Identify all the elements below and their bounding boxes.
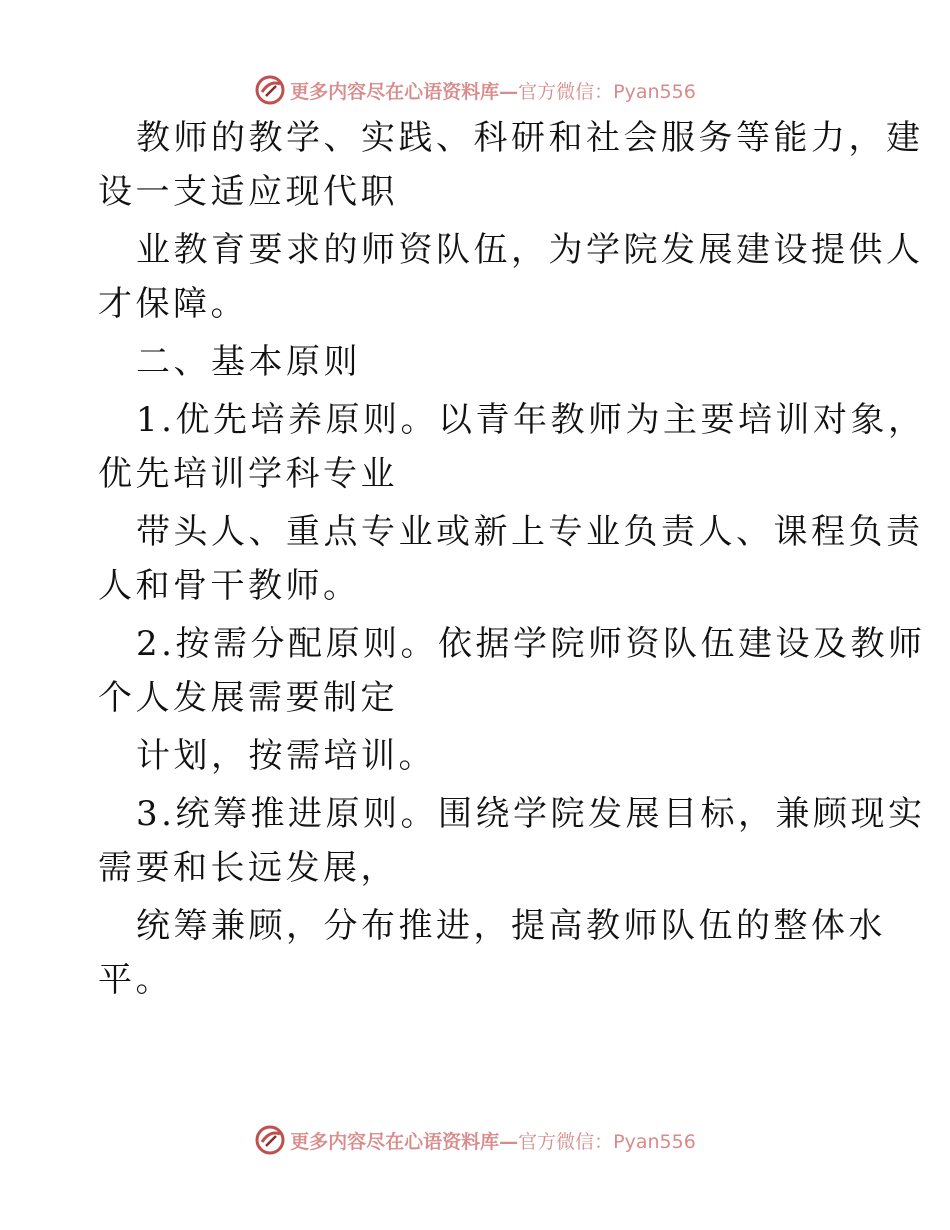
section-heading: 二、基本原则 xyxy=(136,342,361,382)
body-line-14: 需要和长远发展， xyxy=(98,848,398,888)
body-line-10: 2.按需分配原则。依据学院师资队伍建设及教师 xyxy=(136,624,926,664)
heart-pen-logo-icon xyxy=(254,1124,286,1156)
body-line-11: 个人发展需要制定 xyxy=(98,678,398,718)
body-line-8: 带头人、重点专业或新上专业负责人、课程负责 xyxy=(136,512,924,552)
header-banner-wechat: 官方微信：Pyan556 xyxy=(518,80,696,103)
body-line-4: 才保障。 xyxy=(98,284,248,324)
body-line-12: 计划，按需培训。 xyxy=(136,736,436,776)
footer-banner-text: 更多内容尽在心语资料库— xyxy=(290,1130,519,1153)
header-banner xyxy=(0,70,950,110)
document-body xyxy=(98,118,926,1000)
body-line-9: 人和骨干教师。 xyxy=(98,566,361,606)
heart-pen-logo-icon xyxy=(254,74,286,106)
footer-banner xyxy=(0,1120,950,1160)
body-line-2: 设一支适应现代职 xyxy=(98,172,398,212)
body-line-6: 1.优先培养原则。以青年教师为主要培训对象， xyxy=(136,400,926,440)
body-line-3: 业教育要求的师资队伍，为学院发展建设提供人 xyxy=(136,230,924,270)
header-banner-text: 更多内容尽在心语资料库— xyxy=(290,80,519,103)
footer-banner-wechat: 官方微信：Pyan556 xyxy=(518,1130,696,1153)
body-line-7: 优先培训学科专业 xyxy=(98,454,398,494)
body-line-16: 平。 xyxy=(98,960,173,1000)
body-line-1: 教师的教学、实践、科研和社会服务等能力，建 xyxy=(136,118,924,158)
body-line-15: 统筹兼顾，分布推进，提高教师队伍的整体水 xyxy=(136,906,886,946)
body-line-13: 3.统筹推进原则。围绕学院发展目标，兼顾现实 xyxy=(136,794,926,834)
